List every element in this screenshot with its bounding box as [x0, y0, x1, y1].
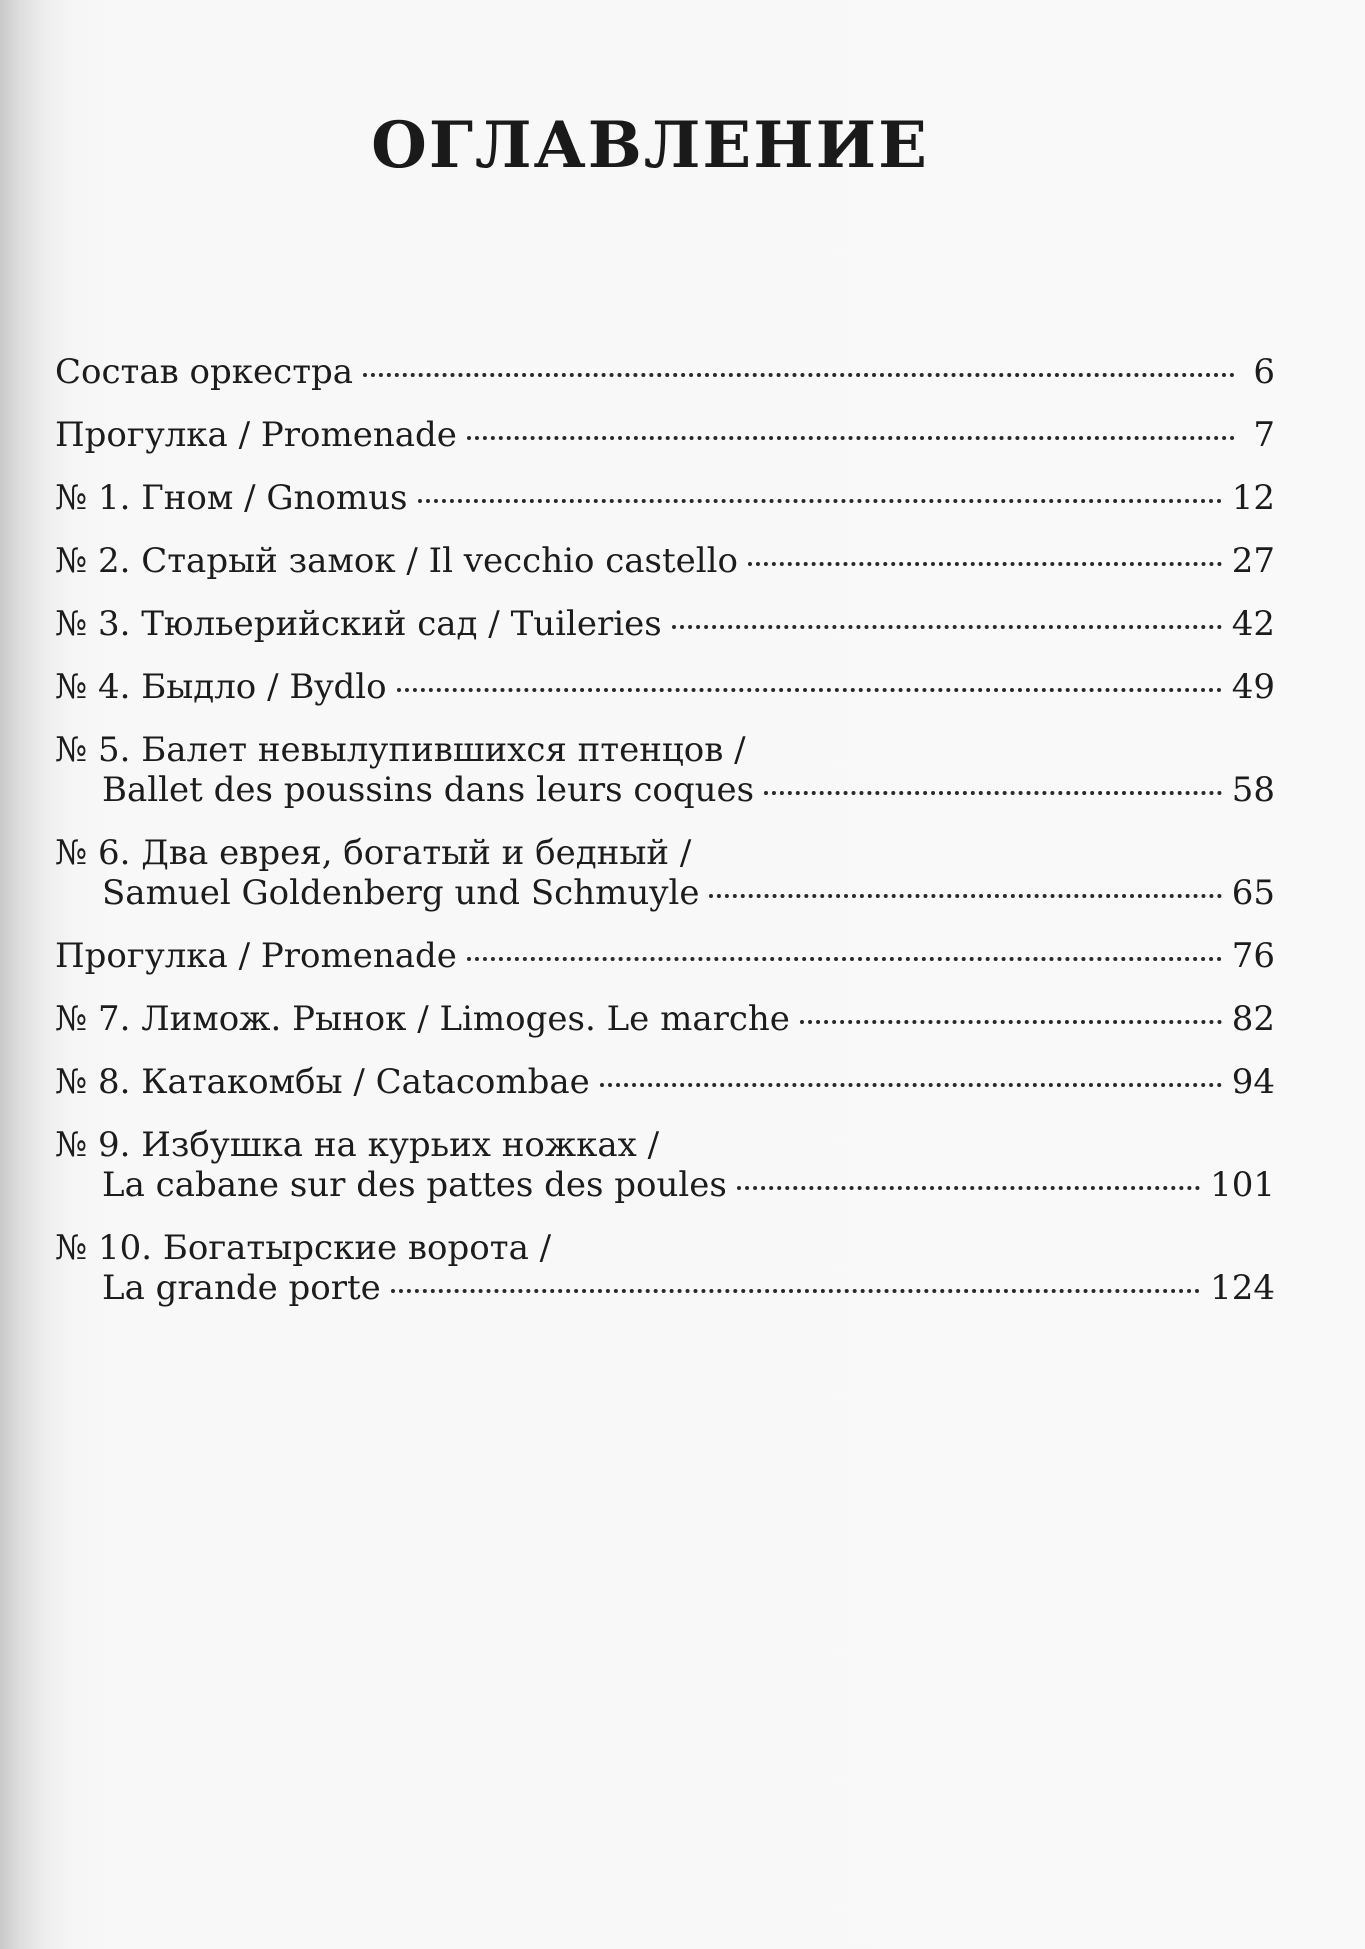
toc-entry-title: № 6. Два еврея, богатый и бедный /	[55, 833, 692, 873]
page-title: ОГЛАВЛЕНИЕ	[371, 108, 929, 183]
toc-entry-title: № 3. Тюльерийский сад / Tuileries	[55, 604, 662, 644]
toc-entry-title: № 2. Старый замок / Il vecchio castello	[55, 541, 739, 581]
dot-leader	[737, 1186, 1200, 1190]
toc-entry-title: № 9. Избушка на курьих ножках /	[55, 1125, 660, 1165]
toc-entry-page: 58	[1231, 770, 1275, 810]
toc-entry	[55, 352, 1275, 415]
toc-entry-page: 82	[1231, 999, 1275, 1039]
toc-entry	[55, 1125, 1275, 1228]
toc-entry-title: № 8. Катакомбы / Catacombae	[55, 1062, 590, 1102]
toc-entry-subtitle: Ballet des poussins dans leurs coques	[102, 770, 755, 810]
toc-entry-page: 124	[1210, 1268, 1275, 1308]
toc-entry-page: 94	[1231, 1062, 1275, 1102]
toc-entry-page: 7	[1253, 415, 1275, 455]
toc-entry	[55, 936, 1275, 999]
toc-entry-title: № 10. Богатырские ворота /	[55, 1228, 552, 1268]
toc-entry-page: 76	[1231, 936, 1275, 976]
dot-leader	[397, 688, 1222, 692]
table-of-contents	[55, 352, 1275, 1331]
toc-entry-title: Прогулка / Promenade	[55, 415, 457, 455]
toc-entry-page: 49	[1231, 667, 1275, 707]
dot-leader	[672, 625, 1222, 629]
toc-entry-title: № 7. Лимож. Рынок / Limoges. Le marche	[55, 999, 790, 1039]
toc-entry	[55, 730, 1275, 833]
dot-leader	[709, 894, 1221, 898]
toc-entry-page: 65	[1231, 873, 1275, 913]
dot-leader	[764, 791, 1222, 795]
dot-leader	[467, 957, 1222, 961]
toc-entry-subtitle: La grande porte	[102, 1268, 381, 1308]
toc-entry-subtitle: Samuel Goldenberg und Schmuyle	[102, 873, 700, 913]
toc-entry	[55, 478, 1275, 541]
toc-entry	[55, 541, 1275, 604]
dot-leader	[363, 373, 1235, 377]
toc-entry	[55, 604, 1275, 667]
toc-entry	[55, 415, 1275, 478]
toc-entry-title: № 5. Балет невылупившихся птенцов /	[55, 730, 746, 770]
dot-leader	[800, 1020, 1222, 1024]
toc-entry-page: 42	[1231, 604, 1275, 644]
toc-entry-page: 6	[1253, 352, 1275, 392]
toc-entry-title: Состав оркестра	[55, 352, 354, 392]
toc-entry-title: Прогулка / Promenade	[55, 936, 457, 976]
toc-entry-page: 12	[1231, 478, 1275, 518]
toc-entry	[55, 999, 1275, 1062]
toc-entry	[55, 667, 1275, 730]
toc-entry	[55, 1228, 1275, 1331]
dot-leader	[748, 562, 1222, 566]
dot-leader	[418, 499, 1222, 503]
dot-leader	[391, 1289, 1200, 1293]
toc-entry-page: 27	[1231, 541, 1275, 581]
dot-leader	[467, 436, 1235, 440]
toc-entry-page: 101	[1210, 1165, 1275, 1205]
toc-entry	[55, 833, 1275, 936]
toc-entry-subtitle: La cabane sur des pattes des poules	[102, 1165, 727, 1205]
dot-leader	[600, 1083, 1222, 1087]
toc-entry-title: № 1. Гном / Gnomus	[55, 478, 408, 518]
toc-entry-title: № 4. Быдло / Bydlo	[55, 667, 387, 707]
toc-entry	[55, 1062, 1275, 1125]
